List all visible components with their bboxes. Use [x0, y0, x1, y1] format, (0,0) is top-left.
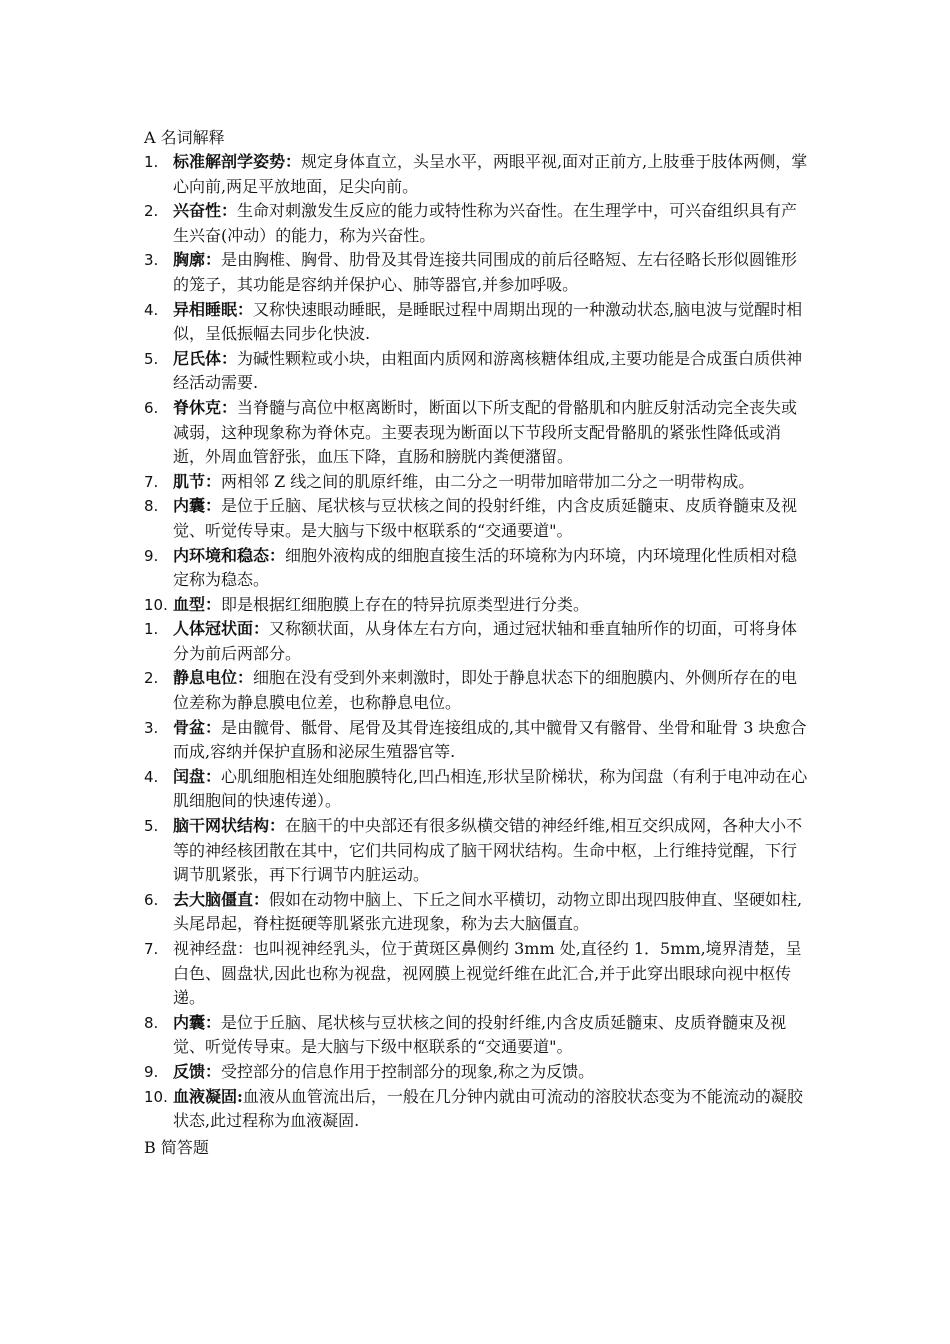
definition-number: 10.: [144, 595, 168, 614]
definition-term: 内囊：: [173, 496, 222, 516]
definition-number: 4.: [144, 767, 159, 786]
definition-item: [144, 248, 808, 297]
definition-item: [144, 1060, 808, 1085]
definition-term: 血液凝固:: [173, 1086, 243, 1106]
definition-number: 3.: [144, 251, 159, 270]
definition-text: 两相邻 Z 线之间的肌原纤维，由二分之一明带加暗带加二分之一明带构成。: [221, 471, 755, 491]
definition-term: 去大脑僵直：: [173, 889, 270, 909]
definition-item: [144, 765, 808, 814]
definition-number: 5.: [144, 817, 159, 836]
definition-text: 规定身体直立，头呈水平，两眼平视,面对正前方,上肢垂于肢体两侧，掌心向前,两足平放地面，足尖向前。: [173, 152, 808, 196]
document-content: [144, 126, 808, 1160]
definition-term: 胸廓：: [173, 250, 222, 270]
definition-item: [144, 814, 808, 888]
definition-term: 内环境和稳态：: [173, 545, 286, 565]
definition-text: 又称额状面，从身体左右方向，通过冠状轴和垂直轴所作的切面，可将身体分为前后两部分。: [173, 619, 798, 663]
definition-text: 即是根据红细胞膜上存在的特异抗原类型进行分类。: [221, 594, 590, 614]
definition-term: 脊休克：: [173, 397, 238, 417]
definition-number: 7.: [144, 472, 159, 491]
definition-text: 是位于丘脑、尾状核与豆状核之间的投射纤维,内含皮质延髓束、皮质脊髓束及视觉、听觉传导束。是大脑与下级中枢联系的“交通要道"。: [173, 1012, 787, 1057]
definition-term: 尼氏体：: [173, 348, 238, 368]
definition-text: 心肌细胞相连处细胞膜特化,凹凸相连,形状呈阶梯状，称为闰盘（有利于电冲动在心肌细胞间的快速传递）。: [173, 766, 808, 811]
definition-item: [144, 593, 808, 618]
definition-term: 骨盆：: [173, 717, 222, 737]
definition-number: 9.: [144, 1062, 159, 1081]
definition-text: 在脑干的中央部还有很多纵横交错的神经纤维,相互交织成网，各种大小不等的神经核团散在其中，它们共同构成了脑干网状结构。生命中枢，上行维持觉醒，下行调节肌紧张，再下行调节内脏运动。: [173, 816, 803, 885]
definition-text: 是由髋骨、骶骨、尾骨及其骨连接组成的,其中髋骨又有髂骨、坐骨和耻骨 3 块愈合而成,容纳并保护直肠和泌尿生殖器官等.: [173, 717, 807, 762]
definition-number: 10.: [144, 1087, 168, 1106]
definition-term: 脑干网状结构：: [173, 816, 286, 836]
definition-item: [144, 544, 808, 593]
definition-term: 闰盘：: [173, 766, 222, 786]
definition-text: 假如在动物中脑上、下丘之间水平横切，动物立即出现四肢伸直、坚硬如柱,头尾昂起，脊柱挺硬等肌紧张亢进现象，称为去大脑僵直。: [173, 889, 803, 934]
definition-text: 生命对刺激发生反应的能力或特性称为兴奋性。在生理学中，可兴奋组织具有产生兴奋(冲动）的能力，称为兴奋性。: [173, 201, 798, 245]
definition-term: 肌节：: [173, 471, 222, 491]
definition-item: [144, 617, 808, 666]
definition-term: 内囊：: [173, 1012, 222, 1032]
definition-item: [144, 937, 808, 1011]
definition-text: 血液从血管流出后，一般在几分钟内就由可流动的溶胶状态变为不能流动的凝胶状态,此过程称为血液凝固.: [173, 1086, 803, 1131]
definition-number: 2.: [144, 202, 159, 221]
definition-number: 6.: [144, 398, 159, 417]
definition-item: [144, 470, 808, 495]
definition-item: [144, 199, 808, 248]
definition-item: [144, 1085, 808, 1134]
definition-item: [144, 298, 808, 347]
definition-item: [144, 150, 808, 199]
definition-term: 血型：: [173, 594, 222, 614]
definition-text: 为碱性颗粒或小块，由粗面内质网和游离核糖体组成,主要功能是合成蛋白质供神经活动需要.: [173, 348, 803, 393]
definition-number: 7.: [144, 940, 159, 958]
definition-text: 受控部分的信息作用于控制部分的现象,称之为反馈。: [221, 1061, 595, 1081]
definition-number: 2.: [144, 669, 159, 688]
definition-number: 3.: [144, 718, 159, 737]
definition-number: 5.: [144, 349, 159, 368]
definition-term: 静息电位：: [173, 668, 254, 688]
definition-item: [144, 1011, 808, 1060]
definition-number: 6.: [144, 890, 159, 909]
section-b-heading: B 简答题: [144, 1137, 209, 1157]
definition-item: [144, 494, 808, 543]
definition-text: 是由胸椎、胸骨、肋骨及其骨连接共同围成的前后径略短、左右径略长形似圆锥形的笼子，其功能是容纳并保护心、肺等器官,并参加呼吸。: [173, 250, 798, 294]
definition-text: 细胞外液构成的细胞直接生活的环境称为内环境，内环境理化性质相对稳定称为稳态。: [173, 545, 798, 590]
section-a-heading: A 名词解释: [144, 128, 225, 147]
definition-text: 视神经盘：也叫视神经乳头，位于黄斑区鼻侧约 3mm 处,直径约 1．5mm,境界清楚，呈白色、圆盘状,因此也称为视盘，视网膜上视觉纤维在此汇合,并于此穿出眼球向视中枢传递。: [173, 939, 802, 1008]
definition-item: [144, 347, 808, 396]
definition-number: 8.: [144, 1013, 159, 1032]
definition-item: [144, 396, 808, 470]
definition-item: [144, 716, 808, 765]
definition-number: 8.: [144, 497, 159, 516]
definition-text: 当脊髓与高位中枢离断时，断面以下所支配的骨骼肌和内脏反射活动完全丧失或减弱，这种现象称为脊休克。主要表现为断面以下节段所支配骨骼肌的紧张性降低或消逝，外周血管舒张，血压下降，直肠和膀胱内粪便潴留。: [173, 397, 798, 467]
definition-term: 反馈：: [173, 1061, 222, 1081]
definition-number: 9.: [144, 546, 159, 565]
definition-item: [144, 888, 808, 937]
definition-term: 兴奋性：: [173, 201, 238, 221]
definition-number: 1.: [144, 620, 159, 639]
definition-term: 人体冠状面：: [173, 619, 270, 639]
definition-term: 异相睡眠：: [173, 299, 254, 319]
definition-term: 标准解剖学姿势：: [173, 152, 302, 171]
definition-number: 1.: [144, 153, 159, 171]
definitions-list: [144, 150, 808, 1134]
definition-text: 是位于丘脑、尾状核与豆状核之间的投射纤维，内含皮质延髓束、皮质脊髓束及视觉、听觉传导束。是大脑与下级中枢联系的“交通要道"。: [173, 496, 798, 540]
definition-number: 4.: [144, 300, 159, 319]
definition-text: 又称快速眼动睡眠，是睡眠过程中周期出现的一种激动状态,脑电波与觉醒时相似，呈低振幅去同步化快波.: [173, 299, 803, 344]
definition-text: 细胞在没有受到外来刺激时，即处于静息状态下的细胞膜内、外侧所存在的电位差称为静息膜电位差，也称静息电位。: [173, 668, 798, 713]
definition-item: [144, 666, 808, 715]
